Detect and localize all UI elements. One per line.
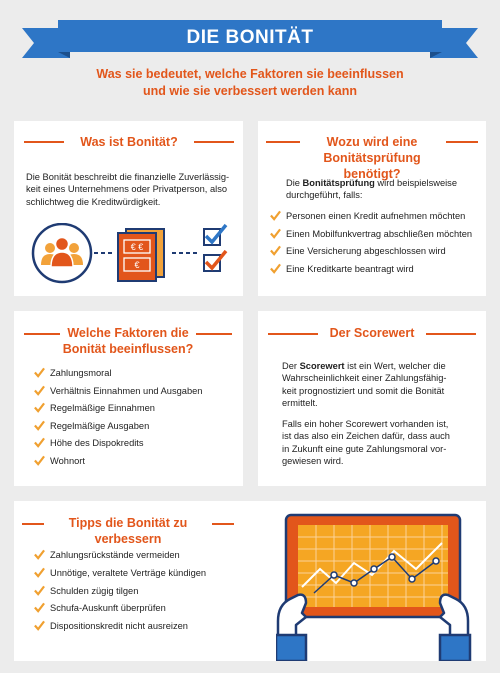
intro-text: Die <box>286 178 303 188</box>
paragraph-line: Falls ein hoher Scorewert vorhanden ist, <box>282 419 449 429</box>
title-rule-right <box>446 141 478 143</box>
scorewert-paragraph-2 <box>282 418 482 468</box>
checkmark-icon <box>34 420 45 431</box>
document-symbol-text: € <box>134 260 140 270</box>
body-line: keit eines Unternehmens oder Privatperson, also <box>26 184 228 195</box>
list-item <box>34 455 239 473</box>
list-item-label: Zahlungsrückstände vermeiden <box>50 550 180 560</box>
section-title <box>60 325 196 357</box>
section-title-line: Bonität beeinflussen? <box>62 342 194 356</box>
checkmark-icon <box>270 228 281 239</box>
paragraph-bold-term: Scorewert <box>299 361 345 371</box>
page-subtitle <box>0 66 500 100</box>
card-tipps <box>14 501 486 661</box>
list-item <box>34 367 239 385</box>
list-item-label: Eine Versicherung abgeschlossen wird <box>286 246 446 256</box>
title-rule-right <box>194 141 234 143</box>
title-rule-left <box>24 333 60 335</box>
list-item-label: Dispositionskredit nicht ausreizen <box>50 621 188 632</box>
checkmark-icon <box>34 437 45 448</box>
paragraph-line: ermittelt. <box>282 398 318 409</box>
people-icon <box>33 224 91 282</box>
intro-line: durchgeführt, falls: <box>286 190 363 201</box>
factor-list <box>34 367 239 472</box>
list-item-label: Einen Mobilfunkvertrag abschließen möchten <box>286 228 473 239</box>
list-item <box>34 567 264 585</box>
intro-bold-term: Bonitätsprüfung <box>302 178 375 188</box>
list-item-label: Verhältnis Einnahmen und Ausgaben <box>50 385 203 396</box>
checkmark-icon <box>34 367 45 378</box>
subtitle-line-1: Was sie bedeutet, welche Faktoren sie beeinflussen <box>96 67 404 81</box>
intro-text: wird beispielsweise <box>374 178 457 188</box>
hand-left-icon <box>276 595 306 661</box>
list-item-label: Höhe des Dispokredits <box>50 438 144 448</box>
list-item-label: Zahlungsmoral <box>50 368 112 378</box>
body-line: Die Bonität beschreibt die finanzielle Zuverlässig- <box>26 172 230 182</box>
tips-list <box>34 549 264 638</box>
bonitaet-illustration <box>30 223 240 285</box>
paragraph-text: Der <box>282 361 300 371</box>
scorewert-paragraph-1 <box>282 360 482 410</box>
reason-list <box>270 210 484 280</box>
paragraph-text: ist ein Wert, welcher die <box>344 361 446 371</box>
list-item <box>34 385 239 403</box>
section-title-line: Welche Faktoren die <box>67 326 189 340</box>
title-rule-right <box>212 523 234 525</box>
checkmark-icon <box>34 585 45 596</box>
checkmark-icon <box>270 245 281 256</box>
paragraph-line: Wahrscheinlichkeit einer Zahlungsfähig- <box>282 373 447 384</box>
list-item-label: Unnötige, veraltete Verträge kündigen <box>50 567 207 578</box>
list-item-label: Wohnort <box>50 455 85 466</box>
list-item <box>34 585 264 603</box>
list-item <box>270 263 484 281</box>
title-rule-left <box>22 523 44 525</box>
checkmark-icon <box>34 567 45 578</box>
list-item <box>270 210 484 228</box>
subtitle-line-2: und wie sie verbessert werden kann <box>143 84 357 98</box>
card-scorewert <box>258 311 486 486</box>
list-item-label: Schulden zügig tilgen <box>50 585 139 596</box>
checkmark-icon <box>34 620 45 631</box>
document-symbol-text: € € <box>130 242 144 252</box>
card-was-ist-bonitaet <box>14 121 243 296</box>
card-faktoren <box>14 311 243 486</box>
paragraph-line: gewiesen wird. <box>282 456 344 467</box>
list-item <box>34 620 264 638</box>
checkmark-icon <box>34 602 45 613</box>
list-item <box>34 602 264 620</box>
section-intro <box>286 177 481 202</box>
list-item-label: Personen einen Kredit aufnehmen möchten <box>286 211 466 221</box>
tablet-chart-icon <box>276 513 482 661</box>
list-item <box>270 228 484 246</box>
section-title <box>296 134 448 182</box>
title-rule-left <box>268 333 318 335</box>
title-rule-left <box>24 141 64 143</box>
list-item <box>270 245 484 263</box>
title-rule-left <box>266 141 300 143</box>
checkmark-icon <box>34 455 45 466</box>
page-title: DIE BONITÄT <box>186 27 314 48</box>
section-title-line: Bonitätsprüfung benötigt? <box>323 151 421 181</box>
list-item <box>34 420 239 438</box>
checkmark-icon <box>270 210 281 221</box>
section-title: Tipps die Bonität zu verbessern <box>68 516 188 546</box>
section-title: Was ist Bonität? <box>80 135 178 149</box>
card-wozu-bonitaetspruefung <box>258 121 486 296</box>
paragraph-line: in Zukunft eine gute Zahlungsmoral vor- <box>282 443 447 454</box>
paragraph-line: keit prognostiziert und somit die Bonität <box>282 385 445 396</box>
section-title: Der Scorewert <box>329 326 415 340</box>
list-item <box>34 549 264 567</box>
list-item-label: Regelmäßige Ausgaben <box>50 420 150 431</box>
section-body <box>26 171 238 208</box>
list-item <box>34 402 239 420</box>
list-item <box>34 437 239 455</box>
section-title-line: Wozu wird eine <box>326 135 418 149</box>
paragraph-line: ist das also ein Zeichen dafür, dass auch <box>282 431 450 442</box>
list-item-label: Eine Kreditkarte beantragt wird <box>286 263 414 274</box>
list-item-label: Schufa-Auskunft überprüfen <box>50 603 166 614</box>
document-euro-icon <box>118 229 164 281</box>
checkmark-icon <box>34 402 45 413</box>
checkmark-icon <box>34 549 45 560</box>
checkbox-checked-icon <box>204 225 226 271</box>
list-item-label: Regelmäßige Einnahmen <box>50 403 155 413</box>
body-line: schlichtweg die Kreditwürdigkeit. <box>26 196 161 207</box>
title-rule-right <box>196 333 232 335</box>
checkmark-icon <box>34 385 45 396</box>
checkmark-icon <box>270 263 281 274</box>
hand-right-icon <box>440 595 470 661</box>
title-rule-right <box>426 333 476 335</box>
